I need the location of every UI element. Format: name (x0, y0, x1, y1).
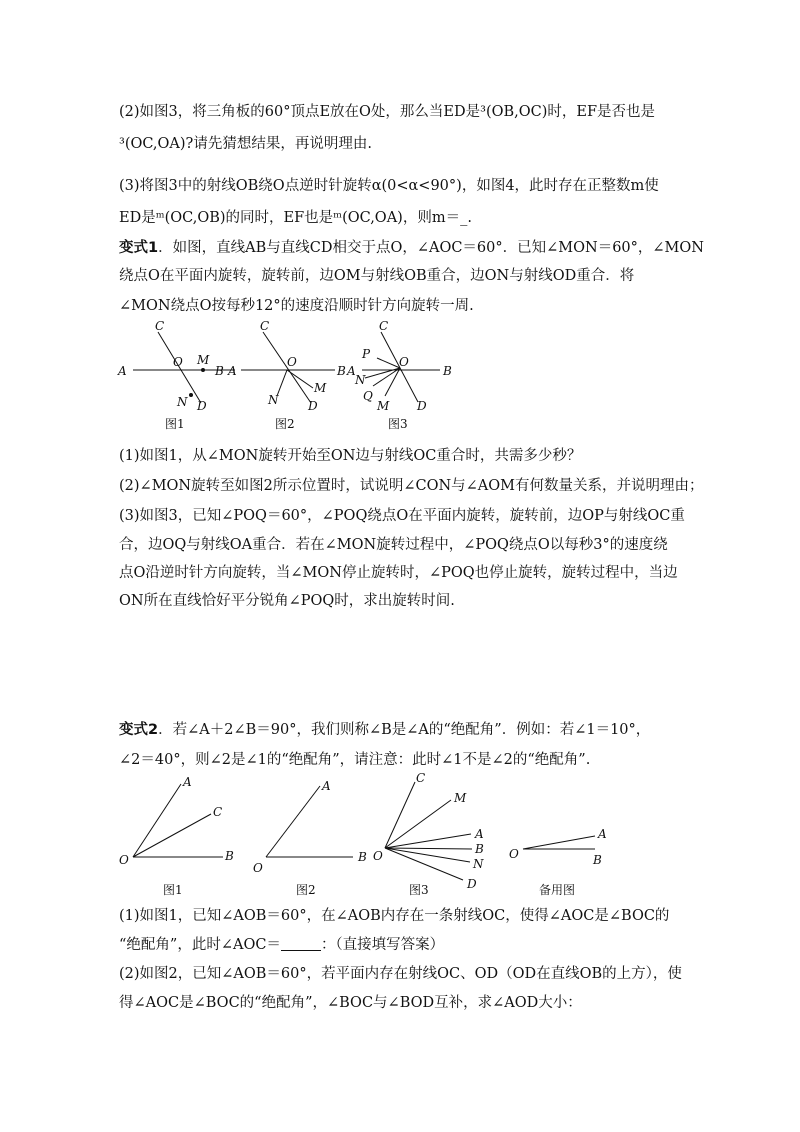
label: B (443, 364, 452, 378)
label: N (473, 857, 484, 871)
text-line-12: 点O沿逆时针方向旋转，当∠MON停止旋转时，∠POQ也停止旋转，旋转过程中，当边 (119, 565, 678, 581)
variant-heading: 变式1 (119, 240, 159, 256)
label: A (598, 827, 607, 841)
label: B (337, 364, 346, 378)
text-line-17 (119, 935, 444, 955)
label: A (475, 827, 484, 841)
text-line-18: (2)如图2，已知∠AOB＝60°，若平面内存在射线OC、OD（OD在直线OB的上方），使 (119, 966, 682, 982)
label: O (119, 853, 129, 867)
caption: 备用图 (539, 883, 576, 897)
text-line-8: (1)如图1，从∠MON旋转开始至ON边与射线OC重合时，共需多少秒？ (119, 448, 582, 464)
label: C (260, 319, 270, 333)
prompt-text: “绝配角”，此时∠AOC＝ (119, 937, 281, 953)
label: Q (363, 389, 373, 403)
text-line-19: 得∠AOC是∠BOC的“绝配角”，∠BOC与∠BOD互补，求∠AOD大小： (119, 995, 582, 1011)
label: B (593, 853, 602, 867)
label: B (475, 842, 484, 856)
prompt-suffix: ：（直接填写答案） (320, 937, 445, 953)
label: M (377, 399, 390, 413)
label: O (399, 355, 409, 369)
caption: 图1 (163, 883, 183, 897)
figure-1b (227, 319, 346, 431)
label: A (183, 775, 192, 789)
label: D (308, 399, 318, 413)
label: B (225, 849, 234, 863)
caption: 图1 (165, 417, 185, 431)
label: N (177, 395, 188, 409)
angle-figures (115, 772, 625, 898)
text-line-16: (1)如图1，已知∠AOB＝60°，在∠AOB内存在一条射线OC，使得∠AOC是∠BOC的 (119, 908, 670, 924)
answer-blank[interactable] (281, 936, 321, 951)
figure-1c (346, 319, 452, 431)
text-line-15: ∠2＝40°，则∠2是∠1的“绝配角”，请注意：此时∠1不是∠2的“绝配角”. (119, 752, 591, 768)
label: O (253, 861, 263, 875)
text-line-11: 合，边OQ与射线OA重合．若在∠MON旋转过程中，∠POQ绕点O以每秒3°的速度绕 (119, 537, 668, 553)
text-line-4: ED是ᵐ(OC,OB)的同时，EF也是ᵐ(OC,OA)，则m＝_. (119, 210, 472, 226)
label: O (373, 849, 383, 863)
label: D (467, 877, 477, 891)
text-line-10: (3)如图3，已知∠POQ＝60°，∠POQ绕点O在平面内旋转，旋转前，边OP与射线OC重 (119, 508, 685, 524)
text-line-6: 绕点O在平面内旋转，旋转前，边OM与射线OB重合，边ON与射线OD重合．将 (119, 268, 635, 284)
label: M (314, 381, 327, 395)
caption: 图2 (275, 417, 295, 431)
text-line-14: 变式2．若∠A＋2∠B＝90°，我们则称∠B是∠A的“绝配角”．例如：若∠1＝10°， (119, 722, 651, 738)
figure-2d (509, 827, 607, 897)
text-line-5: 变式1．如图，直线AB与直线CD相交于点O，∠AOC＝60°．已知∠MON＝60°，∠MON (119, 240, 704, 256)
caption: 图3 (388, 417, 408, 431)
label: B (358, 850, 367, 864)
figure-2c (373, 772, 484, 897)
figure-2a (119, 775, 234, 897)
label: O (287, 355, 297, 369)
label: A (228, 364, 237, 378)
rotation-figures (115, 318, 470, 438)
variant-heading: 变式2 (119, 722, 159, 738)
label: O (173, 355, 183, 369)
text-line-3: (3)将图3中的射线OB绕O点逆时针旋转α(0<α<90°)，如图4，此时存在正整数m使 (119, 178, 659, 194)
label: C (155, 319, 165, 333)
label: P (362, 347, 371, 361)
label: C (213, 805, 223, 819)
label: C (416, 772, 426, 785)
text-line-1: (2)如图3，将三角板的60°顶点E放在O处，那么当ED是³(OB,OC)时，EF是否也是 (119, 104, 656, 120)
label: A (347, 364, 356, 378)
label: O (509, 847, 519, 861)
label: N (268, 393, 279, 407)
label: N (355, 373, 366, 387)
figure-2b (253, 779, 367, 897)
label: M (454, 791, 467, 805)
figure-1a (117, 319, 235, 431)
label: M (197, 353, 210, 367)
label: D (197, 399, 207, 413)
caption: 图2 (296, 883, 316, 897)
label: B (215, 364, 224, 378)
label: A (118, 364, 127, 378)
label: C (379, 319, 389, 333)
text-line-2: ³(OC,OA)?请先猜想结果，再说明理由. (119, 136, 372, 152)
label: D (417, 399, 427, 413)
text-line-9: (2)∠MON旋转至如图2所示位置时，试说明∠CON与∠AOM有何数量关系，并说明理由； (119, 478, 704, 494)
text-line-13: ON所在直线恰好平分锐角∠POQ时，求出旋转时间. (119, 593, 455, 609)
text-line-7: ∠MON绕点O按每秒12°的速度沿顺时针方向旋转一周. (119, 298, 474, 314)
caption: 图3 (409, 883, 429, 897)
label: A (322, 779, 331, 793)
